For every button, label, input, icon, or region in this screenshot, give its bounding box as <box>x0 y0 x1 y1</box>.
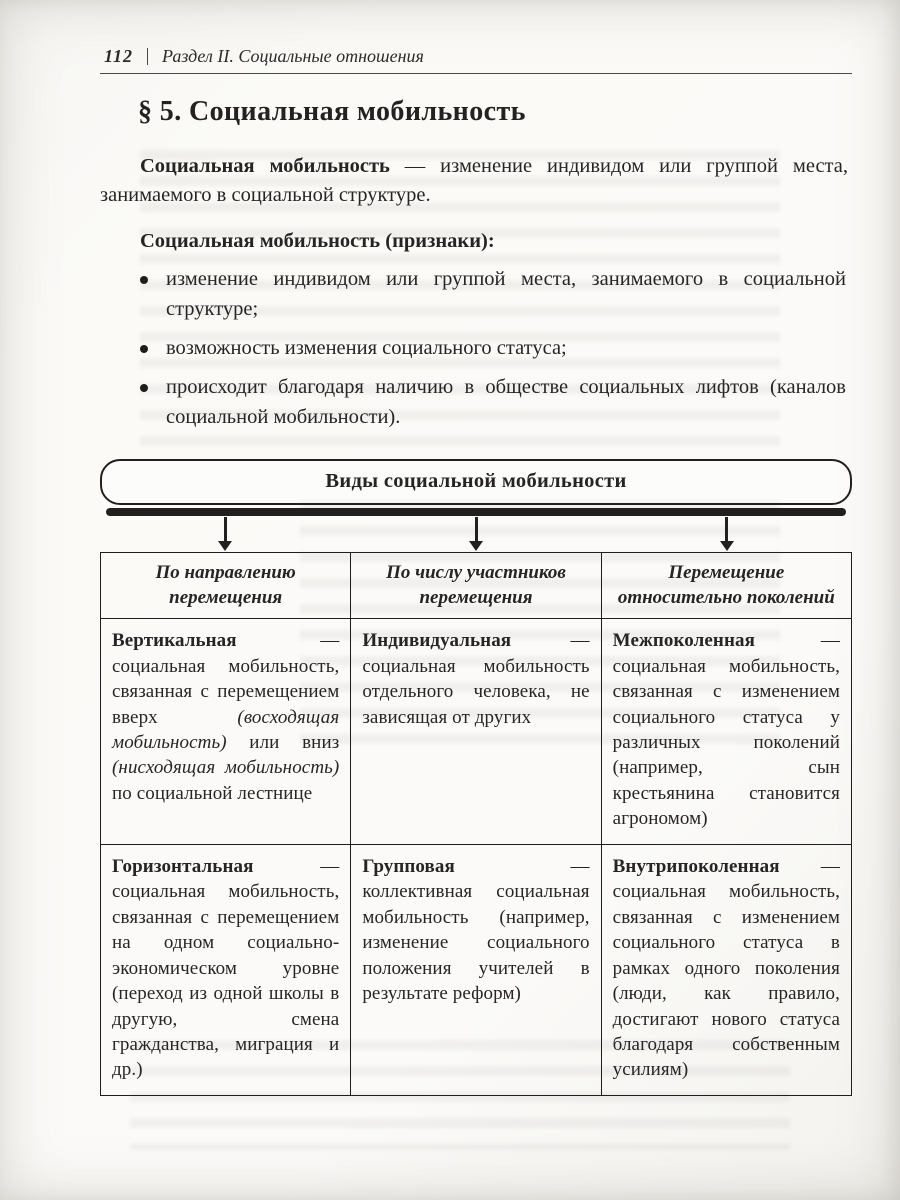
feature-item: происходит благодаря наличию в обществе социальных лифтов (каналов социальной мобильности). <box>166 373 846 433</box>
table-row <box>101 619 852 845</box>
cell-group: Групповая — коллективная социальная мобильность (например, изменение социального положения учителей в результате реформ) <box>351 844 601 1095</box>
header-separator <box>147 48 148 65</box>
chapter-title: § 5. Социальная мобильность <box>138 96 526 127</box>
banner-underline-bar <box>106 508 846 516</box>
header-rule <box>100 73 852 74</box>
cell-individual: Индивидуальная — социальная мобильность отдельного человека, не зависящая от других <box>351 619 601 845</box>
col-header-direction: По направлению перемещения <box>101 552 351 618</box>
features-list <box>100 265 846 433</box>
down-arrow-icon <box>224 517 227 543</box>
page-number: 112 <box>104 46 134 66</box>
cell-vertical: Вертикальная — социальная мобильность, связанная с перемещением вверх (восходящая мобильность) или вниз (нисходящая мобильность) по социальной лестнице <box>101 619 351 845</box>
banner-title: Виды социальной мобильности <box>100 459 852 505</box>
cell-intergenerational: Межпоколенная — социальная мобильность, связанная с изменением социального статуса у различных поколений (например, сын крестьянина становится агрономом) <box>601 619 851 845</box>
feature-item: возможность изменения социального статуса; <box>166 334 846 364</box>
col-header-participants: По числу участников перемещения <box>351 552 601 618</box>
col-header-generations: Перемещение относительно поколений <box>601 552 851 618</box>
table-row <box>101 844 852 1095</box>
types-banner <box>100 459 852 552</box>
cell-intragenerational: Внутрипоколенная — социальная мобильность, связанная с изменением социального статуса в рамках одного поколения (люди, как правило, достигают нового статуса благодаря собственным усилиям) <box>601 844 851 1095</box>
features-heading: Социальная мобильность (признаки): <box>140 230 495 253</box>
intro-paragraph: Социальная мобильность — изменение индивидом или группой места, занимаемого в социальной структуре. <box>100 155 848 207</box>
feature-item: изменение индивидом или группой места, занимаемого в социальной структуре; <box>166 265 846 325</box>
section-title: Раздел II. Социальные отношения <box>162 46 424 66</box>
down-arrow-icon <box>475 517 478 543</box>
table-header-row <box>101 552 852 618</box>
cell-horizontal: Горизонтальная — социальная мобильность, связанная с перемещением на одном социально-экономическом уровне (переход из одной школы в другую, смена гражданства, миграция и др.) <box>101 844 351 1095</box>
down-arrow-icon <box>725 517 728 543</box>
running-header <box>100 46 852 73</box>
mobility-types-table <box>100 552 852 1096</box>
arrow-row <box>100 516 852 552</box>
